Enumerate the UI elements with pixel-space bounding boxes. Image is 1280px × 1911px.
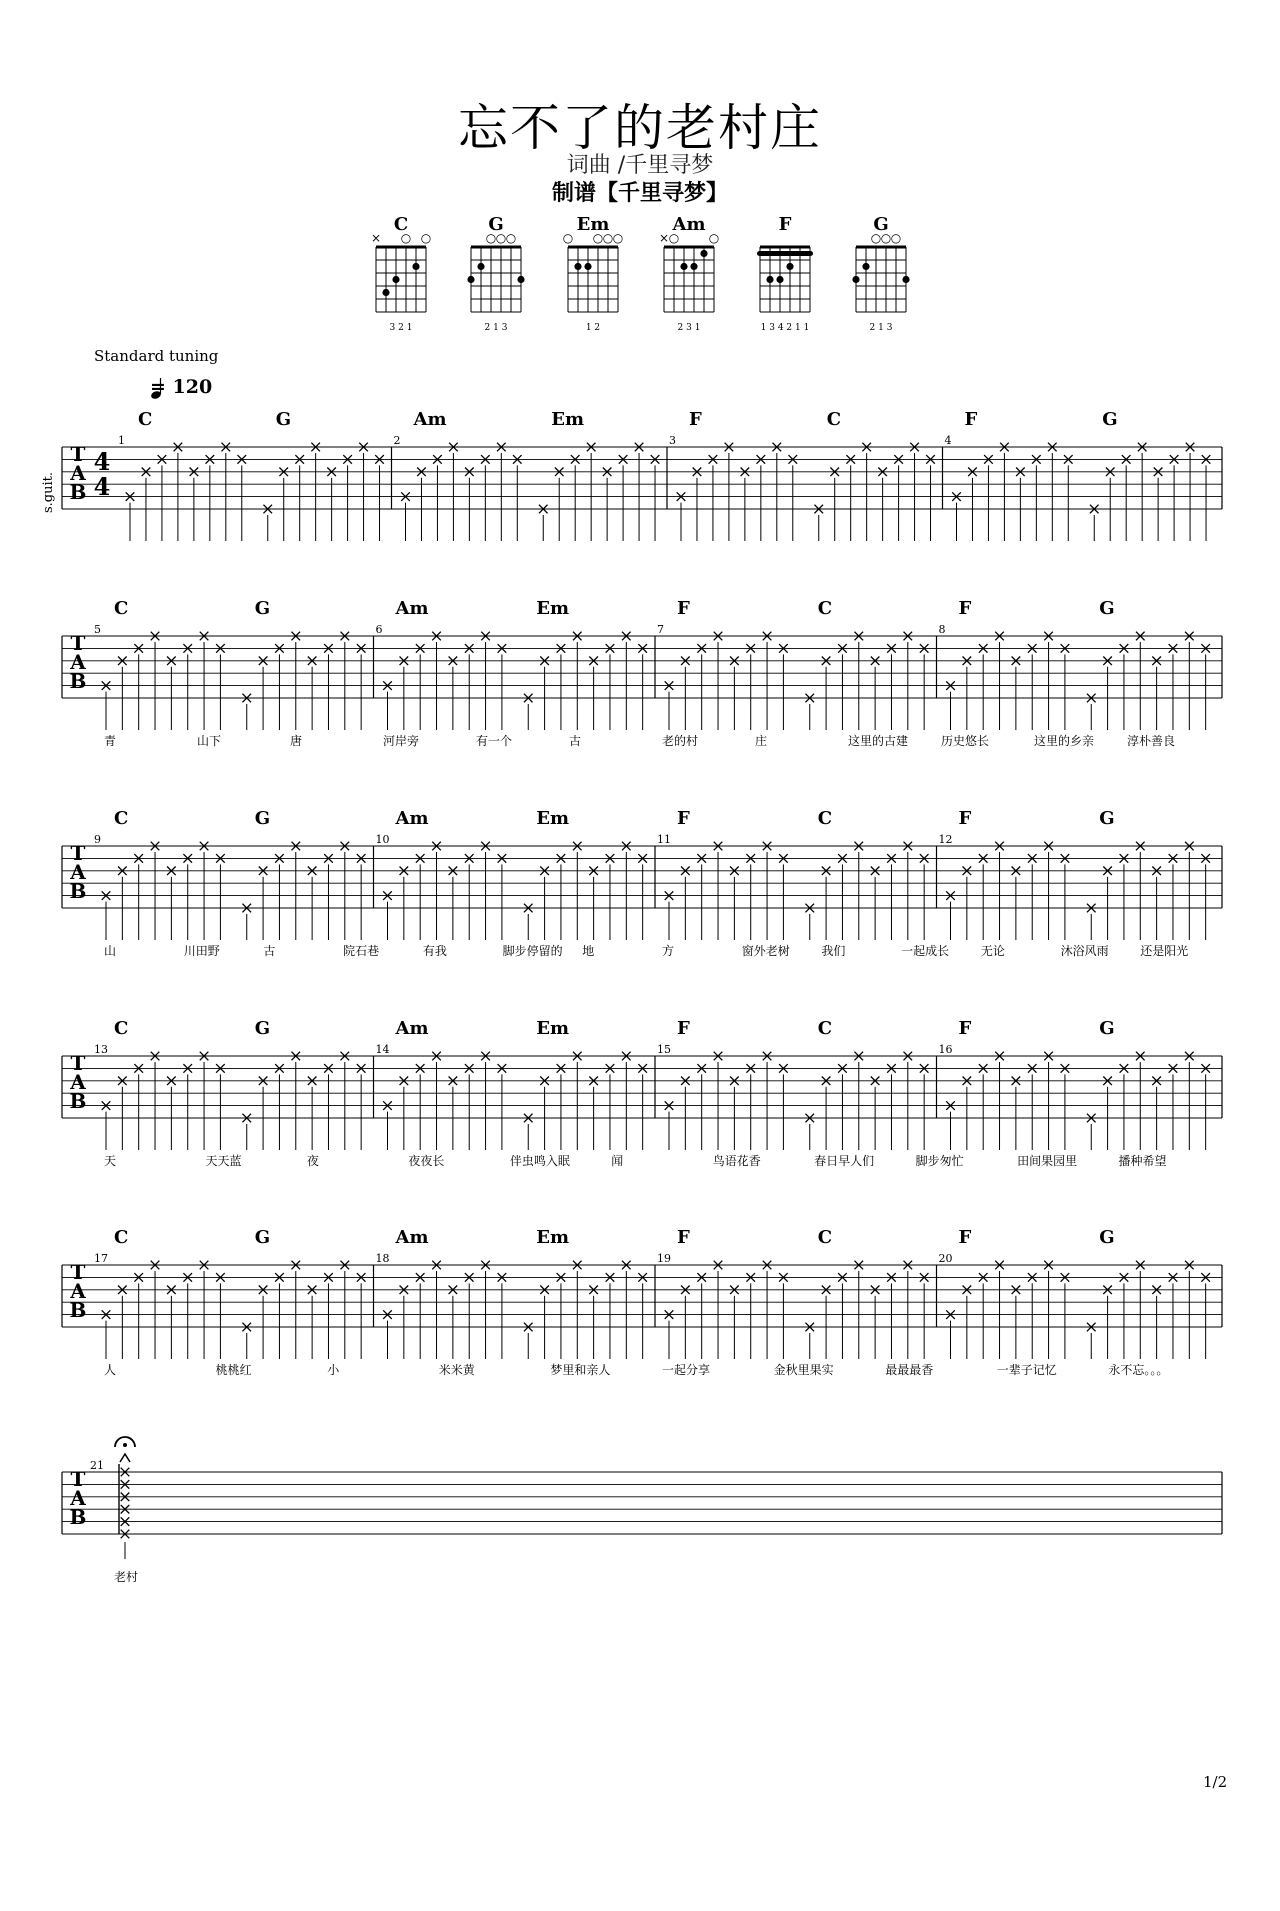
chord-diagram-am xyxy=(659,214,719,333)
measure-number: 7 xyxy=(657,623,664,636)
fingering-numbers: 1 2 xyxy=(585,323,601,333)
chord-name: Am xyxy=(395,598,429,619)
chord-name: G xyxy=(1102,409,1118,430)
string-marker: ○ xyxy=(562,231,574,245)
lyric: 最最最香 xyxy=(885,1363,934,1377)
lyric: 古 xyxy=(569,734,582,748)
lyric: 庄 xyxy=(755,734,768,748)
measure-number: 20 xyxy=(938,1252,953,1265)
finger-dot xyxy=(584,263,591,270)
measure-number: 21 xyxy=(90,1459,104,1472)
chord-diagram-g xyxy=(852,214,909,333)
tab-clef-letter: T xyxy=(70,1260,86,1284)
chord-name: G xyxy=(1099,808,1115,829)
chord-name: C xyxy=(817,598,833,619)
lyric: 历史悠长 xyxy=(941,734,990,748)
lyric: 米米黄 xyxy=(438,1363,475,1377)
tab-system-3 xyxy=(62,808,1222,958)
chord-name: G xyxy=(275,409,292,430)
barre xyxy=(757,251,813,256)
tab-system-6 xyxy=(62,1437,1222,1584)
chord-name: C xyxy=(817,1227,833,1248)
lyric: 一辈子记忆 xyxy=(996,1363,1057,1377)
tempo-marking: = 120 xyxy=(150,376,213,398)
fingering-numbers: 1 3 4 2 1 1 xyxy=(760,323,810,333)
measure-number: 10 xyxy=(375,833,390,846)
lyric: 小 xyxy=(327,1363,340,1377)
chord-name: F xyxy=(677,598,690,619)
time-signature xyxy=(94,447,111,501)
lyric: 无论 xyxy=(980,944,1005,958)
finger-dot xyxy=(477,263,484,270)
string-marker: ○ xyxy=(880,231,892,245)
lyric: 窗外老树 xyxy=(741,944,790,958)
measure-number: 6 xyxy=(375,623,383,636)
lyric: 鸟语花香 xyxy=(712,1154,761,1168)
tab-clef-letter: A xyxy=(70,461,86,485)
lyric: 青 xyxy=(104,734,117,748)
tab-clef-letter: T xyxy=(70,442,86,466)
lyric: 这里的古建 xyxy=(848,734,909,748)
chord-name: Em xyxy=(536,1227,570,1248)
string-marker: × xyxy=(370,231,382,245)
chord-diagram-name: Em xyxy=(576,214,610,235)
lyric: 还是阳光 xyxy=(1140,944,1189,958)
measure-number: 16 xyxy=(938,1043,953,1056)
string-marker: ○ xyxy=(890,231,902,245)
string-marker: ○ xyxy=(505,231,517,245)
finger-dot xyxy=(412,263,419,270)
chord-name: F xyxy=(689,409,702,430)
chord-name: G xyxy=(1099,1018,1115,1039)
string-marker: ○ xyxy=(495,231,507,245)
finger-dot xyxy=(902,276,909,283)
lyric: 一起分享 xyxy=(662,1363,711,1377)
string-marker: ○ xyxy=(592,231,604,245)
measure-number: 5 xyxy=(94,623,101,636)
lyric: 山 xyxy=(104,944,117,958)
lyric: 田间果园里 xyxy=(1017,1154,1078,1168)
chord-name: C xyxy=(114,1227,129,1248)
string-marker: ○ xyxy=(668,231,680,245)
lyric: 脚步匆忙 xyxy=(915,1154,964,1168)
chord-name: C xyxy=(114,808,129,829)
string-marker: ○ xyxy=(870,231,882,245)
tab-clef-letter: A xyxy=(70,860,86,884)
fingering-numbers: 2 1 3 xyxy=(869,323,893,333)
transcriber-credit: 制谱【千里寻梦】 xyxy=(551,181,728,206)
lyric: 沐浴风雨 xyxy=(1060,944,1109,958)
tab-clef-letter: B xyxy=(69,669,87,693)
chord-diagrams xyxy=(371,214,910,333)
lyric: 山下 xyxy=(197,734,222,748)
song-title: 忘不了的老村庄 xyxy=(458,99,822,157)
string-marker: × xyxy=(658,231,670,245)
fingering-numbers: 3 2 1 xyxy=(389,323,413,333)
chord-name: Em xyxy=(536,808,570,829)
finger-dot xyxy=(862,263,869,270)
chord-name: C xyxy=(817,1018,833,1039)
tab-clef-letter: B xyxy=(69,1298,87,1322)
tab-clef-letter: A xyxy=(70,1279,86,1303)
chord-diagram-em xyxy=(563,214,623,333)
time-signature-digit: 4 xyxy=(93,472,111,501)
finger-dot xyxy=(680,263,687,270)
tab-systems xyxy=(41,409,1222,1584)
lyric: 闻 xyxy=(611,1154,624,1168)
chord-diagram-g xyxy=(467,214,524,333)
lyric: 脚步停留的 xyxy=(502,944,563,958)
lyric: 天 xyxy=(104,1154,117,1168)
tab-clef-letter: A xyxy=(70,650,86,674)
chord-name: Am xyxy=(395,1018,429,1039)
lyric: 方 xyxy=(662,944,675,958)
chord-name: F xyxy=(958,1018,972,1039)
lyric: 我们 xyxy=(821,944,846,958)
lyric: 老的村 xyxy=(662,734,699,748)
finger-dot xyxy=(700,250,707,257)
chord-name: F xyxy=(958,598,972,619)
chord-name: F xyxy=(964,409,978,430)
chord-name: G xyxy=(254,1227,271,1248)
chord-name: F xyxy=(677,1018,690,1039)
lyric: 桃桃红 xyxy=(215,1363,252,1377)
tab-system-5 xyxy=(62,1227,1222,1377)
chord-name: F xyxy=(958,808,972,829)
chord-diagram-name: F xyxy=(778,214,792,235)
tab-clef-letter: A xyxy=(70,1486,86,1510)
chord-name: Am xyxy=(395,1227,429,1248)
chord-name: F xyxy=(677,808,690,829)
chord-name: G xyxy=(254,1018,271,1039)
measure-number: 3 xyxy=(669,434,676,447)
tab-clef-letter: B xyxy=(69,480,87,504)
tab-clef-letter: B xyxy=(69,879,87,903)
instrument-label: s.guit. xyxy=(41,471,56,513)
chord-name: F xyxy=(677,1227,690,1248)
lyric: 梦里和亲人 xyxy=(550,1363,611,1377)
lyric: 川田野 xyxy=(183,944,220,958)
chord-name: F xyxy=(958,1227,972,1248)
measure-number: 12 xyxy=(938,833,953,846)
finger-dot xyxy=(690,263,697,270)
lyric: 河岸旁 xyxy=(383,734,420,748)
chord-name: G xyxy=(1099,1227,1115,1248)
chord-diagram-name: Am xyxy=(672,214,706,235)
chord-name: G xyxy=(1099,598,1115,619)
chord-name: C xyxy=(114,1018,129,1039)
chord-name: G xyxy=(254,808,271,829)
fingering-numbers: 2 3 1 xyxy=(677,323,701,333)
finger-dot xyxy=(766,276,773,283)
lyric: 播种希望 xyxy=(1118,1154,1167,1168)
lyric: 伴虫鸣入眠 xyxy=(509,1154,570,1168)
finger-dot xyxy=(786,263,793,270)
measure-number: 11 xyxy=(657,833,671,846)
string-marker: ○ xyxy=(400,231,412,245)
lyric: 唐 xyxy=(290,734,303,748)
measure-number: 9 xyxy=(94,833,101,846)
lyric: 一起成长 xyxy=(901,944,950,958)
lyric: 有一个 xyxy=(476,734,513,748)
chord-diagram-name: G xyxy=(488,214,504,235)
tab-system-4 xyxy=(62,1018,1222,1168)
lyric: 金秋里果实 xyxy=(773,1363,834,1377)
fingering-numbers: 2 1 3 xyxy=(484,323,508,333)
finger-dot xyxy=(467,276,474,283)
chord-name: C xyxy=(114,598,129,619)
measure-number: 4 xyxy=(944,434,952,447)
measure-number: 13 xyxy=(94,1043,108,1056)
chord-name: Am xyxy=(395,808,429,829)
lyrics-composer-credit: 词曲 /千里寻梦 xyxy=(566,153,714,178)
lyric: 夜 xyxy=(306,1154,319,1168)
time-signature-digit: 4 xyxy=(93,447,111,476)
finger-dot xyxy=(574,263,581,270)
lyric: 地 xyxy=(582,944,595,958)
tab-system-2 xyxy=(62,598,1222,748)
chord-diagram-name: C xyxy=(393,214,409,235)
finger-dot xyxy=(382,289,389,296)
chord-name: C xyxy=(826,409,842,430)
lyric: 老村 xyxy=(114,1570,139,1584)
page-number: 1/2 xyxy=(1203,1773,1228,1791)
chord-name: Em xyxy=(551,409,585,430)
arpeggio-up-icon xyxy=(120,1454,130,1462)
chord-name: Am xyxy=(413,409,447,430)
lyric: 有我 xyxy=(422,944,447,958)
measure-number: 1 xyxy=(118,434,125,447)
tuning-label: Standard tuning xyxy=(94,347,219,365)
string-marker: ○ xyxy=(612,231,624,245)
string-marker: ○ xyxy=(485,231,497,245)
chord-diagram-c xyxy=(371,214,431,333)
lyric: 永不忘。。。 xyxy=(1108,1363,1169,1377)
string-marker: ○ xyxy=(420,231,432,245)
chord-diagram-f xyxy=(757,214,813,333)
measure-number: 18 xyxy=(375,1252,390,1265)
chord-name: C xyxy=(138,409,153,430)
tab-clef-letter: B xyxy=(69,1505,87,1529)
tab-clef-letter: T xyxy=(70,1051,86,1075)
chord-name: G xyxy=(254,598,271,619)
tab-system-1 xyxy=(41,409,1222,541)
lyric: 夜夜长 xyxy=(408,1154,445,1168)
string-marker: ○ xyxy=(708,231,720,245)
tab-clef-letter: A xyxy=(70,1070,86,1094)
chord-diagram-name: G xyxy=(873,214,889,235)
measure-number: 14 xyxy=(375,1043,390,1056)
chord-name: C xyxy=(817,808,833,829)
tab-clef-letter: T xyxy=(70,1467,86,1491)
tab-clef-letter: B xyxy=(69,1089,87,1113)
lyric: 这里的乡亲 xyxy=(1034,734,1095,748)
finger-dot xyxy=(517,276,524,283)
measure-number: 19 xyxy=(657,1252,671,1265)
chord-name: Em xyxy=(536,1018,570,1039)
chord-name: Em xyxy=(536,598,570,619)
finger-dot xyxy=(776,276,783,283)
tab-clef-letter: T xyxy=(70,841,86,865)
lyric: 古 xyxy=(263,944,276,958)
lyric: 天天蓝 xyxy=(205,1154,242,1168)
measure-number: 8 xyxy=(938,623,946,636)
string-marker: ○ xyxy=(602,231,614,245)
tab-clef-letter: T xyxy=(70,631,86,655)
fermata-dot xyxy=(123,1443,127,1447)
measure-number: 2 xyxy=(393,434,401,447)
measure-number: 15 xyxy=(657,1043,671,1056)
lyric: 春日早人们 xyxy=(814,1154,875,1168)
finger-dot xyxy=(392,276,399,283)
lyric: 人 xyxy=(104,1363,117,1377)
finger-dot xyxy=(852,276,859,283)
measure-number: 17 xyxy=(94,1252,108,1265)
lyric: 院石巷 xyxy=(343,944,380,958)
lyric: 淳朴善良 xyxy=(1127,734,1176,748)
